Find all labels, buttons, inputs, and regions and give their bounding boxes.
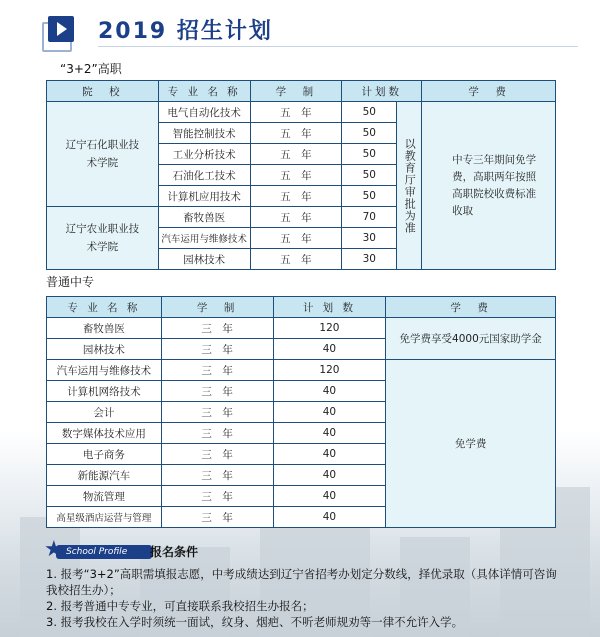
fee-cell: 免学费 bbox=[386, 360, 556, 528]
years-cell: 五 年 bbox=[250, 207, 342, 228]
count-cell: 40 bbox=[273, 402, 386, 423]
fee-note: 中专三年期间免学费，高职两年按照高职院校收费标准收取 bbox=[452, 153, 537, 217]
gaozhi-table bbox=[46, 80, 556, 270]
count-cell: 50 bbox=[342, 102, 397, 123]
header-cell: 专 业 名 称 bbox=[158, 81, 250, 102]
years-cell: 三 年 bbox=[161, 486, 273, 507]
count-cell: 30 bbox=[342, 249, 397, 270]
count-cell: 70 bbox=[342, 207, 397, 228]
title-divider bbox=[98, 46, 578, 47]
years-cell: 三 年 bbox=[161, 423, 273, 444]
school-profile-badge bbox=[44, 537, 156, 563]
years-cell: 三 年 bbox=[161, 507, 273, 528]
table-row bbox=[47, 318, 556, 339]
major-cell: 物流管理 bbox=[47, 486, 162, 507]
table-header-row bbox=[47, 81, 556, 102]
years-cell: 五 年 bbox=[250, 123, 342, 144]
years-cell: 三 年 bbox=[161, 402, 273, 423]
page-header bbox=[40, 10, 580, 50]
major-cell: 电子商务 bbox=[47, 444, 162, 465]
table-header-row bbox=[47, 297, 556, 318]
header-cell: 专 业 名 称 bbox=[47, 297, 162, 318]
years-cell: 三 年 bbox=[161, 339, 273, 360]
years-cell: 五 年 bbox=[250, 102, 342, 123]
years-cell: 三 年 bbox=[161, 465, 273, 486]
count-cell: 40 bbox=[273, 507, 386, 528]
major-cell: 工业分析技术 bbox=[158, 144, 250, 165]
star-icon: ★ bbox=[44, 537, 64, 562]
count-cell: 40 bbox=[273, 486, 386, 507]
count-cell: 50 bbox=[342, 186, 397, 207]
count-cell: 40 bbox=[273, 381, 386, 402]
zhongzhuan-table bbox=[46, 296, 556, 528]
header-cell: 计 划 数 bbox=[273, 297, 386, 318]
major-cell: 电气自动化技术 bbox=[158, 102, 250, 123]
major-cell: 新能源汽车 bbox=[47, 465, 162, 486]
conditions-list bbox=[46, 566, 566, 630]
major-cell: 汽车运用与维修技术 bbox=[47, 360, 162, 381]
years-cell: 三 年 bbox=[161, 444, 273, 465]
section-title-zhongzhuan: 普通中专 bbox=[46, 275, 95, 289]
header-cell: 学 制 bbox=[161, 297, 273, 318]
count-cell: 120 bbox=[273, 360, 386, 381]
arrow-right-icon bbox=[48, 16, 74, 42]
years-cell: 五 年 bbox=[250, 186, 342, 207]
header-cell: 院 校 bbox=[47, 81, 159, 102]
years-cell: 五 年 bbox=[250, 144, 342, 165]
school-cell: 辽宁农业职业技术学院 bbox=[47, 207, 159, 270]
major-cell: 汽车运用与维修技术 bbox=[158, 228, 250, 249]
count-cell: 50 bbox=[342, 144, 397, 165]
table-row bbox=[47, 360, 556, 381]
major-cell: 计算机应用技术 bbox=[158, 186, 250, 207]
years-cell: 三 年 bbox=[161, 360, 273, 381]
approval-note-cell bbox=[397, 102, 422, 270]
major-cell: 高星级酒店运营与管理 bbox=[47, 507, 162, 528]
header-cell: 学 费 bbox=[422, 81, 556, 102]
count-cell: 50 bbox=[342, 123, 397, 144]
major-cell: 数字媒体技术应用 bbox=[47, 423, 162, 444]
header-cell: 计划数 bbox=[342, 81, 422, 102]
school-profile-label: School Profile bbox=[56, 545, 152, 559]
list-item: 1. 报考“3+2”高职需填报志愿，中考成绩达到辽宁省招考办划定分数线，择优录取（具体详情可咨询我校招生办）； bbox=[46, 567, 557, 597]
school-cell: 辽宁石化职业技术学院 bbox=[47, 102, 159, 207]
years-cell: 五 年 bbox=[250, 165, 342, 186]
major-cell: 计算机网络技术 bbox=[47, 381, 162, 402]
approval-note: 以教育厅审批为准 bbox=[403, 137, 417, 234]
count-cell: 40 bbox=[273, 339, 386, 360]
table-row bbox=[47, 102, 556, 123]
major-cell: 会计 bbox=[47, 402, 162, 423]
fee-cell: 免学费享受4000元国家助学金 bbox=[386, 318, 556, 360]
count-cell: 40 bbox=[273, 423, 386, 444]
conditions-title: 报名条件 bbox=[150, 545, 199, 559]
major-cell: 石油化工技术 bbox=[158, 165, 250, 186]
count-cell: 50 bbox=[342, 165, 397, 186]
section-title-gaozhi: “3+2”高职 bbox=[60, 62, 122, 76]
list-item: 2. 报考普通中专专业，可直接联系我校招生办报名； bbox=[46, 599, 314, 613]
list-item: 3. 报考我校在入学时须统一面试，纹身、烟疤、不听老师规劝等一律不允许入学。 bbox=[46, 615, 464, 629]
major-cell: 园林技术 bbox=[158, 249, 250, 270]
years-cell: 三 年 bbox=[161, 318, 273, 339]
count-cell: 40 bbox=[273, 444, 386, 465]
years-cell: 三 年 bbox=[161, 381, 273, 402]
major-cell: 智能控制技术 bbox=[158, 123, 250, 144]
fee-note-cell bbox=[422, 102, 556, 270]
count-cell: 40 bbox=[273, 465, 386, 486]
major-cell: 畜牧兽医 bbox=[158, 207, 250, 228]
page-title: 2019 招生计划 bbox=[98, 19, 273, 44]
major-cell: 园林技术 bbox=[47, 339, 162, 360]
header-cell: 学 费 bbox=[386, 297, 556, 318]
count-cell: 120 bbox=[273, 318, 386, 339]
header-cell: 学 制 bbox=[250, 81, 342, 102]
years-cell: 五 年 bbox=[250, 249, 342, 270]
count-cell: 30 bbox=[342, 228, 397, 249]
major-cell: 畜牧兽医 bbox=[47, 318, 162, 339]
years-cell: 五 年 bbox=[250, 228, 342, 249]
